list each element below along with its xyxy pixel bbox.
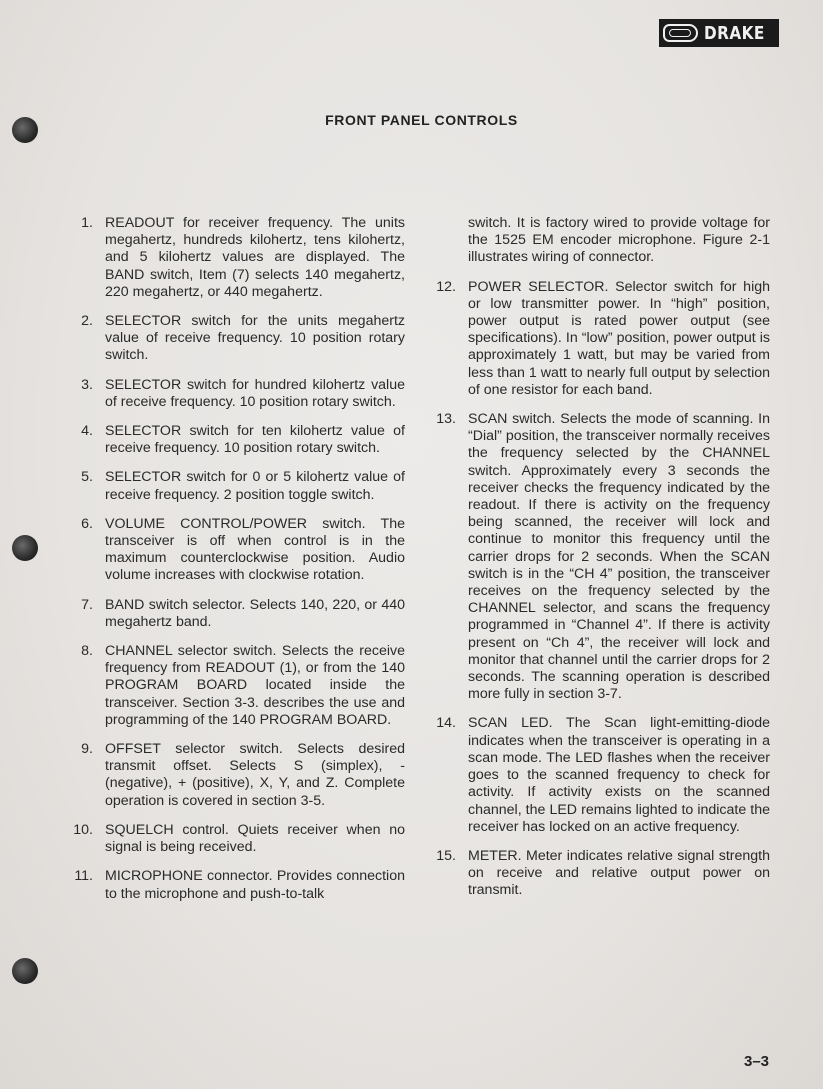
item-number: 13.	[436, 411, 456, 428]
item-number-spacer	[428, 215, 456, 267]
item-number: 3.	[81, 376, 93, 393]
item-text: SCAN switch. Selects the mode of scanning. In “Dial” position, the transceiver normally receives the frequency selected by the CHANNEL switch. Approximately every 3 seconds the receiver checks the frequency indicated by the readout. If there is activity on the frequency being scanned, the receiver will lock and continue to monitor this frequency until the carrier drops for 2 seconds. When the SCAN switch is in the “CH 4” position, the transceiver receives on the frequency selected by the CHANNEL selector, and scans the frequency programmed in “Channel 4”. If there is activity present on “Ch 4”, the receiver will lock and monitor that channel until the carrier drops for 2 seconds. The scanning operation is described more fully in section 3-7.	[468, 411, 770, 703]
item-text: CHANNEL selector switch. Selects the receive frequency from READOUT (1), or from the 140 PROGRAM BOARD located inside the transceiver. Section 3-3. describes the use and programming of the 140 PROGRAM BOARD.	[105, 643, 405, 728]
drake-logo	[659, 19, 779, 47]
list-item	[428, 848, 770, 900]
page-number: 3–3	[744, 1053, 770, 1070]
list-item-continuation	[428, 215, 770, 267]
item-number: 7.	[81, 596, 93, 613]
item-text: POWER SELECTOR. Selector switch for high or low transmitter power. In “high” position, power output is rated power output (see specifications). In “low” position, power output is approximately 1 watt, but may be varied from less than 1 watt to nearly full output by selection of one resistor for each band.	[468, 278, 770, 398]
item-text: SELECTOR switch for hundred kilohertz value of receive frequency. 10 position rotary switch.	[105, 376, 405, 410]
item-text: SQUELCH control. Quiets receiver when no signal is being received.	[105, 821, 405, 856]
drake-emblem-icon	[663, 24, 698, 42]
list-item	[65, 215, 405, 301]
item-number: 4.	[81, 423, 93, 440]
item-text: SCAN LED. The Scan light-emitting-diode indicates when the transceiver is operating in a scan mode. The LED flashes when the receiver goes to the scanned frequency to check for activity. If activity exists on the scanned channel, the LED remains lighted to indicate the receiver has locked on an active frequency.	[468, 715, 770, 835]
list-item	[65, 377, 405, 411]
item-text: MICROPHONE connector. Provides connection to the microphone and push-to-talk	[105, 868, 405, 902]
list-item	[65, 822, 405, 856]
brand-name: DRAKE	[703, 22, 765, 44]
item-text: SELECTOR switch for the units megahertz value of receive frequency. 10 position rotary switch.	[105, 313, 405, 364]
list-item	[428, 411, 770, 703]
item-text: VOLUME CONTROL/POWER switch. The transceiver is off when control is in the maximum counterclockwise position. Audio volume increases with clockwise rotation.	[105, 515, 405, 584]
item-text: READOUT for receiver frequency. The units megahertz, hundreds kilohertz, tens kilohertz, and 5 kilohertz values are displayed. The BAND switch, Item (7) selects 140 megahertz, 220 megahertz, or 440 megahertz.	[105, 215, 405, 300]
list-item	[428, 715, 770, 835]
binder-hole	[12, 535, 38, 561]
item-number: 1.	[81, 215, 93, 231]
page-title: FRONT PANEL CONTROLS	[325, 112, 518, 128]
list-item	[65, 516, 405, 585]
item-number: 5.	[81, 469, 93, 486]
item-number: 8.	[81, 643, 93, 660]
item-number: 11.	[74, 868, 93, 885]
item-number: 12.	[436, 278, 456, 295]
list-item	[65, 313, 405, 365]
list-item	[65, 469, 405, 503]
binder-hole	[12, 958, 38, 984]
item-text: BAND switch selector. Selects 140, 220, or 440 megahertz band.	[105, 596, 405, 630]
right-column-flow	[428, 215, 770, 900]
list-item	[65, 643, 405, 729]
item-text: SELECTOR switch for ten kilohertz value of receive frequency. 10 position rotary switch.	[105, 423, 405, 457]
item-number: 10.	[73, 821, 93, 838]
item-number: 14.	[436, 715, 456, 732]
item-text: OFFSET selector switch. Selects desired transmit offset. Selects S (simplex), - (negative), + (positive), X, Y, and Z. Complete operation is covered in section 3-5.	[105, 741, 405, 809]
left-column-flow	[65, 215, 405, 903]
item-text: SELECTOR switch for 0 or 5 kilohertz value of receive frequency. 2 position toggle switch.	[105, 469, 405, 503]
item-text: switch. It is factory wired to provide voltage for the 1525 EM encoder microphone. Figure 2-1 illustrates wiring of connector.	[468, 215, 770, 266]
list-item	[428, 279, 770, 399]
list-item	[65, 741, 405, 810]
item-number: 2.	[81, 313, 93, 330]
item-text: METER. Meter indicates relative signal strength on receive and relative output power on transmit.	[468, 847, 770, 899]
item-number: 9.	[81, 741, 93, 758]
list-item	[65, 597, 405, 631]
list-item	[65, 868, 405, 902]
item-number: 15.	[436, 847, 456, 864]
item-number: 6.	[81, 515, 93, 532]
list-item	[65, 423, 405, 457]
